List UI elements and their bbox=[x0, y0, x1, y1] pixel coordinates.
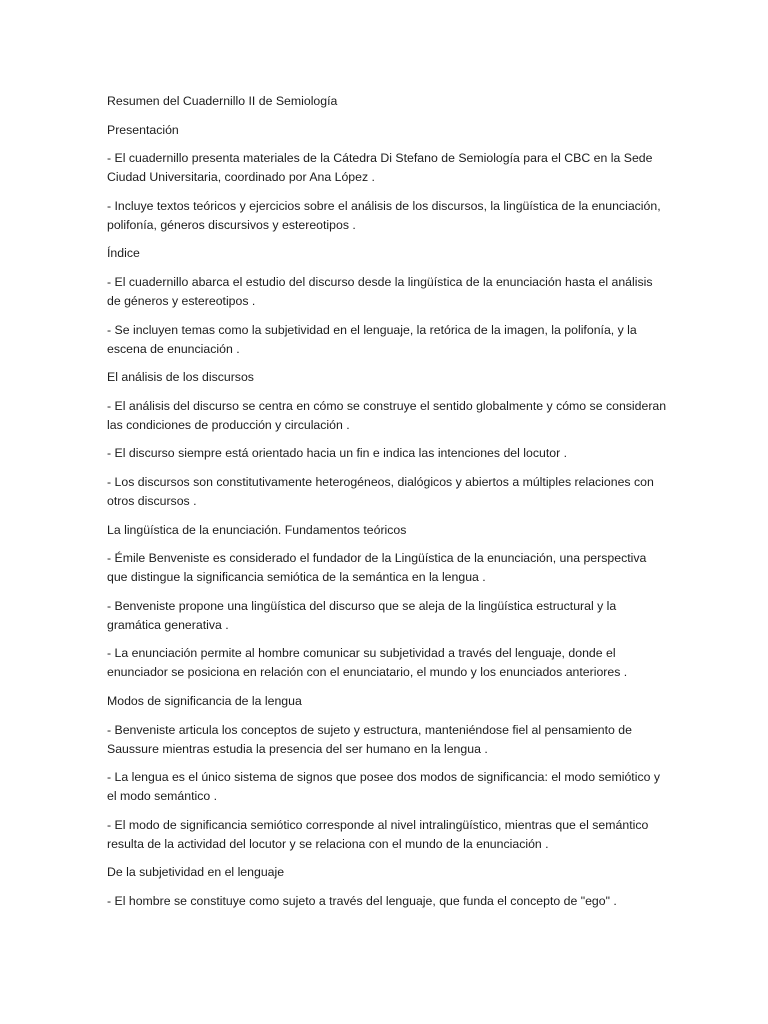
bullet-paragraph: - Benveniste propone una lingüística del discurso que se aleja de la lingüística estructural y la gramática generativa . bbox=[107, 598, 617, 632]
document-body bbox=[107, 92, 667, 920]
bullet-paragraph: - Émile Benveniste es considerado el fundador de la Lingüística de la enunciación, una perspectiva que distingue la significancia semiótica de la semántica en la lengua . bbox=[107, 551, 647, 585]
section-heading: Presentación bbox=[107, 122, 179, 137]
bullet-paragraph: - Benveniste articula los conceptos de sujeto y estructura, manteniéndose fiel al pensamiento de Saussure mientras estudia la presencia del ser humano en la lengua . bbox=[107, 722, 632, 756]
document-title: Resumen del Cuadernillo II de Semiología bbox=[107, 94, 338, 108]
section-heading: El análisis de los discursos bbox=[107, 370, 254, 385]
section-heading: Índice bbox=[107, 246, 140, 261]
bullet-paragraph: - El discurso siempre está orientado hacia un fin e indica las intenciones del locutor . bbox=[107, 446, 568, 461]
bullet-paragraph: - La enunciación permite al hombre comunicar su subjetividad a través del lenguaje, donde el enunciador se posiciona en relación con el enunciatario, el mundo y los enunciados anteriores . bbox=[107, 646, 628, 680]
bullet-paragraph: - Se incluyen temas como la subjetividad en el lenguaje, la retórica de la imagen, la polifonía, y la escena de enunciación . bbox=[107, 322, 637, 356]
bullet-paragraph: - El modo de significancia semiótico corresponde al nivel intralingüístico, mientras que el semántico resulta de la actividad del locutor y se relaciona con el mundo de la enunciación . bbox=[107, 817, 649, 851]
section-heading: La lingüística de la enunciación. Fundamentos teóricos bbox=[107, 522, 407, 537]
bullet-paragraph: - La lengua es el único sistema de signos que posee dos modos de significancia: el modo semiótico y el modo semántico . bbox=[107, 770, 660, 804]
section-heading: Modos de significancia de la lengua bbox=[107, 693, 302, 708]
bullet-paragraph: - Los discursos son constitutivamente heterogéneos, dialógicos y abiertos a múltiples relaciones con otros discursos . bbox=[107, 474, 654, 508]
section-heading: De la subjetividad en el lenguaje bbox=[107, 865, 285, 880]
bullet-paragraph: - El cuadernillo presenta materiales de la Cátedra Di Stefano de Semiología para el CBC en la Sede Ciudad Universitaria, coordinado por Ana López . bbox=[107, 151, 653, 185]
bullet-paragraph: - Incluye textos teóricos y ejercicios sobre el análisis de los discursos, la lingüística de la enunciación, polifonía, géneros discursivos y estereotipos . bbox=[107, 198, 661, 232]
bullet-paragraph: - El cuadernillo abarca el estudio del discurso desde la lingüística de la enunciación hasta el análisis de géneros y estereotipos . bbox=[107, 274, 653, 308]
bullet-paragraph: - El hombre se constituye como sujeto a través del lenguaje, que funda el concepto de "ego" . bbox=[107, 893, 617, 908]
bullet-paragraph: - El análisis del discurso se centra en cómo se construye el sentido globalmente y cómo se consideran las condiciones de producción y circulación . bbox=[107, 398, 667, 432]
